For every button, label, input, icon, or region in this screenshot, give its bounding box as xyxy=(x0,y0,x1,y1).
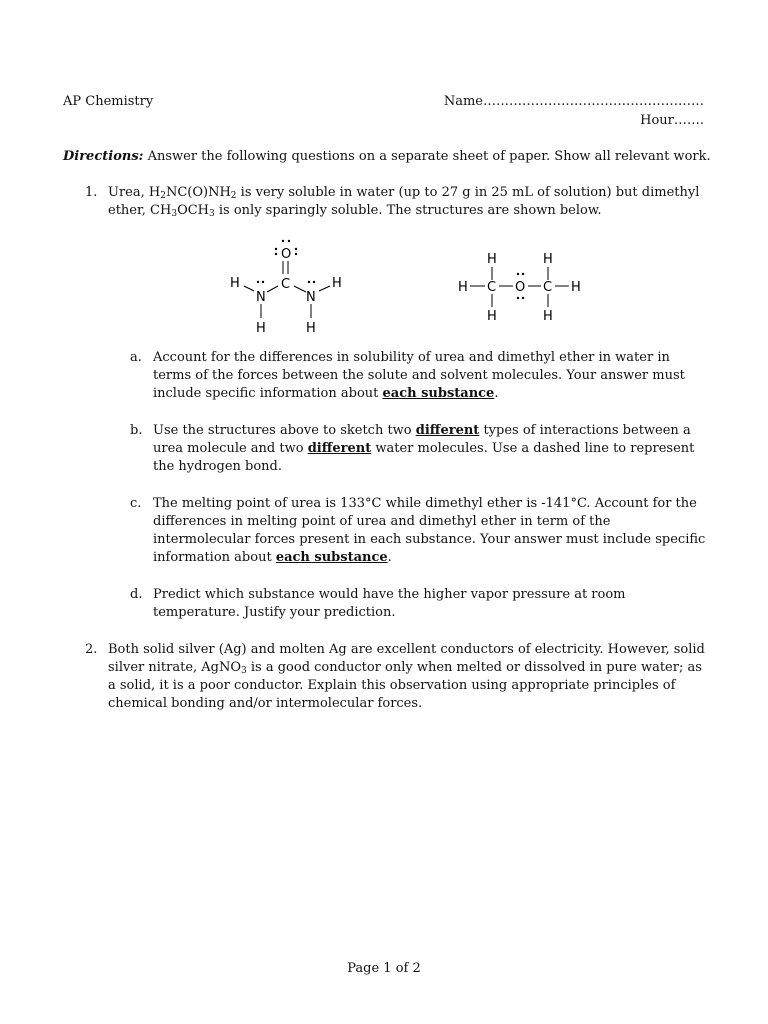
urea-structure xyxy=(220,236,360,338)
directions-label: Directions: xyxy=(63,149,144,164)
ether-h-left: H xyxy=(458,280,468,295)
directions-text: Answer the following questions on a separate sheet of paper. Show all relevant work. xyxy=(143,149,711,164)
name-field: Name…………………………………………… xyxy=(443,94,704,109)
emphasis: each substance xyxy=(382,386,495,401)
question-1d-letter: d. xyxy=(130,587,143,602)
hour-field: Hour……. xyxy=(640,113,704,128)
directions xyxy=(63,148,713,166)
ether-oxygen: O xyxy=(515,280,526,295)
question-1a-text: Account for the differences in solubility of urea and dimethyl ether in water in terms of the forces between the solute and solvent molecules. Your answer must include specific information about each substance. xyxy=(153,350,685,401)
question-1b-text: Use the structures above to sketch two different types of interactions between a urea molecule and two different water molecules. Use a dashed line to represent the hydrogen bond. xyxy=(153,423,695,474)
urea-h-1: H xyxy=(230,276,240,291)
question-1c-letter: c. xyxy=(130,496,142,511)
urea-h-4: H xyxy=(306,321,316,336)
question-1a-letter: a. xyxy=(130,350,142,365)
question-1-text xyxy=(108,184,708,220)
ether-carbon-left: C xyxy=(487,280,497,295)
emphasis: different xyxy=(415,423,480,438)
urea-carbon: C xyxy=(281,277,291,292)
question-1-line-1: Urea, $H_2NC(O)NH_2$ is very soluble in water (up to 27 g in 25 mL of solution) but dimethyl xyxy=(108,185,700,201)
question-1b-letter: b. xyxy=(130,423,143,438)
question-2-text: Both solid silver (Ag) and molten Ag are excellent conductors of electricity. However, solid silver nitrate, AgNO$_3$ is a good conductor only when melted or dissolved in pure water; as a solid, it is a poor conductor. Explain this observation using appropriate principles of chemical bonding and/or intermolecular forces. xyxy=(108,642,705,711)
ether-h-right: H xyxy=(571,280,581,295)
page-number: Page 1 of 2 xyxy=(347,961,421,976)
question-1-line-2: ether, $CH_3OCH_3$ is only sparingly soluble. The structures are shown below. xyxy=(108,203,602,219)
dimethyl-ether-structure xyxy=(452,246,592,326)
ether-h-bottom-left: H xyxy=(487,309,497,324)
ether-h-bottom-right: H xyxy=(543,309,553,324)
ether-h-top-right: H xyxy=(543,252,553,267)
urea-nitrogen-right: N xyxy=(306,290,316,305)
emphasis: different xyxy=(307,441,372,456)
course-title: AP Chemistry xyxy=(63,94,154,109)
urea-h-3: H xyxy=(332,276,342,291)
question-2-number: 2. xyxy=(85,642,98,657)
ether-carbon-right: C xyxy=(543,280,553,295)
question-1-number: 1. xyxy=(85,185,98,200)
urea-oxygen: O xyxy=(281,247,292,262)
question-1c-text: The melting point of urea is 133°C while dimethyl ether is -141°C. Account for the differences in melting point of urea and dimethyl ether in term of the intermolecular forces present in each substance. Your answer must include specific information about each substance. xyxy=(153,496,706,565)
question-1d-text: Predict which substance would have the higher vapor pressure at room temperature. Justify your prediction. xyxy=(153,587,626,620)
emphasis: each substance xyxy=(275,550,388,565)
urea-nitrogen-left: N xyxy=(256,290,266,305)
urea-h-2: H xyxy=(256,321,266,336)
ether-h-top-left: H xyxy=(487,252,497,267)
